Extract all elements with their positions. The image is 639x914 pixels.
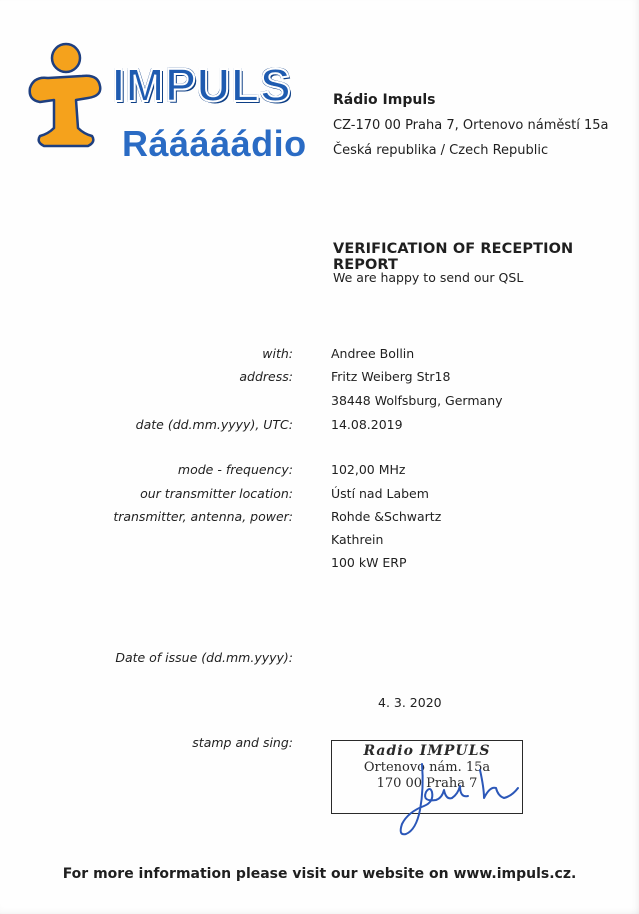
report-title: VERIFICATION OF RECEPTION REPORT bbox=[333, 241, 574, 273]
logo-subword: Rááááádio bbox=[122, 123, 307, 164]
station-name: Rádio Impuls bbox=[333, 92, 436, 108]
issue-date-value: 4. 3. 2020 bbox=[378, 695, 442, 710]
stamp-label: stamp and sing: bbox=[192, 735, 293, 750]
with-value: Andree Bollin bbox=[331, 346, 415, 361]
mode-label: mode - frequency: bbox=[177, 462, 293, 477]
stamp-line2: Ortenovo nám. 15a bbox=[363, 760, 491, 775]
date-value: 14.08.2019 bbox=[331, 417, 403, 432]
impuls-figure-logo-icon bbox=[26, 42, 104, 150]
mode-value: 102,00 MHz bbox=[331, 462, 406, 477]
with-label: with: bbox=[262, 346, 293, 361]
station-address-block bbox=[333, 88, 609, 163]
handwritten-signature-icon bbox=[380, 758, 540, 838]
logo-wordmark: IMPULS bbox=[112, 59, 292, 111]
equipment-transmitter: Rohde &Schwartz bbox=[331, 509, 442, 524]
report-subtitle: We are happy to send our QSL bbox=[333, 270, 524, 285]
date-label: date (dd.mm.yyyy), UTC: bbox=[135, 417, 293, 432]
address-label: address: bbox=[239, 369, 293, 384]
issue-date-label: Date of issue (dd.mm.yyyy): bbox=[115, 650, 293, 665]
stamp-line3: 170 00 Praha 7 bbox=[376, 776, 478, 791]
equipment-antenna: Kathrein bbox=[331, 532, 384, 547]
address-line1: Fritz Weiberg Str18 bbox=[331, 369, 451, 384]
location-label: our transmitter location: bbox=[140, 486, 293, 501]
equipment-power: 100 kW ERP bbox=[331, 555, 407, 570]
equipment-label: transmitter, antenna, power: bbox=[113, 509, 293, 524]
stamp-line1: Radio IMPULS bbox=[363, 743, 491, 759]
footer-website-note: For more information please visit our website on www.impuls.cz. bbox=[62, 866, 577, 882]
location-value: Ústí nad Labem bbox=[331, 486, 429, 501]
station-address-line1: CZ-170 00 Praha 7, Ortenovo náměstí 15a bbox=[333, 118, 609, 133]
station-address-line2: Česká republika / Czech Republic bbox=[333, 143, 549, 158]
address-line2: 38448 Wolfsburg, Germany bbox=[331, 393, 503, 408]
impuls-logo bbox=[26, 38, 326, 164]
